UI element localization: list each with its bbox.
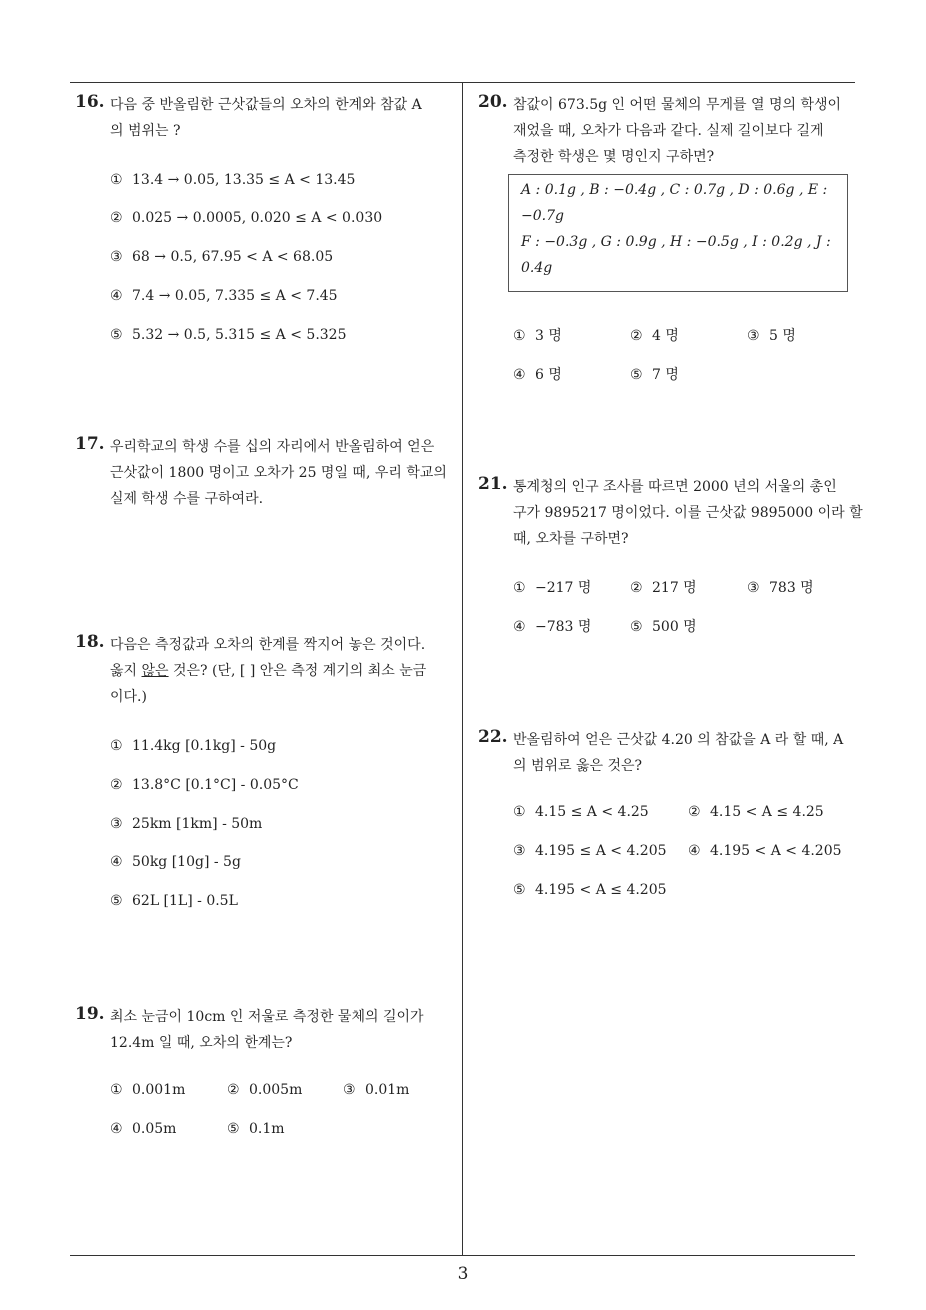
option-mark: ③	[110, 816, 123, 832]
option-mark: ①	[110, 172, 123, 188]
option-text: 13.8°C [0.1°C] - 0.05°C	[132, 777, 299, 793]
option-3[interactable]	[343, 1082, 409, 1098]
option-mark: ⑤	[110, 327, 123, 343]
question-text-line: 이다.)	[110, 689, 147, 705]
option-5[interactable]	[110, 893, 238, 909]
option-1[interactable]	[110, 738, 276, 754]
option-2[interactable]	[630, 577, 697, 597]
option-4[interactable]	[688, 843, 842, 859]
option-mark: ③	[747, 328, 760, 344]
option-1[interactable]	[513, 804, 649, 820]
option-mark: ⑤	[513, 882, 526, 898]
option-2[interactable]	[110, 777, 299, 793]
option-mark: ①	[513, 580, 526, 596]
question-text-line: 최소 눈금이 10cm 인 저울로 측정한 물체의 길이가	[110, 1009, 424, 1025]
option-mark: ②	[110, 210, 123, 226]
question-20	[478, 92, 863, 392]
option-text: 68 → 0.5, 67.95 < A < 68.05	[132, 249, 334, 265]
option-mark: ②	[110, 777, 123, 793]
option-mark: ④	[110, 854, 123, 870]
question-text-line: 실제 학생 수를 구하여라.	[110, 491, 264, 507]
question-text	[110, 92, 422, 144]
option-2[interactable]	[688, 804, 824, 820]
question-text-line: 재었을 때, 오차가 다음과 같다. 실제 길이보다 길게	[513, 123, 824, 139]
question-22	[478, 727, 863, 907]
question-19	[75, 1004, 460, 1144]
option-text: 50kg [10g] - 5g	[132, 854, 241, 870]
question-text-line: 근삿값이 1800 명이고 오차가 25 명일 때, 우리 학교의	[110, 465, 447, 481]
option-mark: ①	[513, 804, 526, 820]
option-3[interactable]	[747, 325, 796, 345]
question-17	[75, 434, 460, 514]
option-text: 6 명	[535, 367, 562, 383]
option-text: 4.195 ≤ A < 4.205	[535, 843, 667, 859]
question-text-line: 다음 중 반올림한 근삿값들의 오차의 한계와 참값 A	[110, 97, 422, 113]
option-4[interactable]	[513, 364, 562, 384]
option-text: −217 명	[535, 580, 592, 596]
option-1[interactable]	[513, 577, 591, 597]
option-5[interactable]	[227, 1121, 285, 1137]
option-mark: ④	[513, 367, 526, 383]
option-text: 0.01m	[365, 1082, 410, 1098]
box-line: 0.4g	[521, 260, 553, 276]
option-4[interactable]	[513, 616, 591, 636]
box-line: F : −0.3g , G : 0.9g , H : −0.5g , I : 0.2g , J :	[521, 234, 831, 250]
question-number: 20.	[478, 92, 508, 112]
text-fragment: 옳지	[110, 663, 142, 679]
question-text-line: 다음은 측정값과 오차의 한계를 짝지어 놓은 것이다.	[110, 637, 426, 653]
option-3[interactable]	[110, 249, 333, 265]
question-text-line: 참값이 673.5g 인 어떤 물체의 무게를 열 명의 학생이	[513, 97, 842, 113]
question-16	[75, 92, 460, 352]
option-text: 3 명	[535, 328, 562, 344]
option-mark: ③	[513, 843, 526, 859]
question-text	[110, 434, 447, 512]
box-line: −0.7g	[521, 208, 564, 224]
option-4[interactable]	[110, 1121, 176, 1137]
option-mark: ④	[513, 619, 526, 635]
column-divider	[462, 83, 463, 1255]
option-mark: ④	[688, 843, 701, 859]
option-mark: ③	[747, 580, 760, 596]
option-5[interactable]	[513, 882, 667, 898]
option-mark: ④	[110, 288, 123, 304]
question-text-line: 의 범위는 ?	[110, 123, 181, 139]
text-fragment: 것은? (단, [ ] 안은 측정 계기의 최소 눈금	[168, 663, 427, 679]
option-mark: ②	[688, 804, 701, 820]
question-text-line: 의 범위로 옳은 것은?	[513, 758, 643, 774]
option-mark: ⑤	[630, 619, 643, 635]
option-mark: ⑤	[227, 1121, 240, 1137]
question-text	[110, 632, 426, 710]
option-text: 25km [1km] - 50m	[132, 816, 263, 832]
option-1[interactable]	[110, 172, 355, 188]
option-mark: ①	[513, 328, 526, 344]
option-text: 4 명	[652, 328, 679, 344]
option-text: 4.195 < A ≤ 4.205	[535, 882, 667, 898]
option-text: 217 명	[652, 580, 697, 596]
question-text	[513, 92, 841, 170]
option-text: 500 명	[652, 619, 697, 635]
question-text-line: 12.4m 일 때, 오차의 한계는?	[110, 1035, 293, 1051]
option-text: 5 명	[769, 328, 796, 344]
option-5[interactable]	[630, 616, 697, 636]
option-text: 0.025 → 0.0005, 0.020 ≤ A < 0.030	[132, 210, 383, 226]
option-text: 783 명	[769, 580, 814, 596]
option-text: 4.195 < A < 4.205	[710, 843, 842, 859]
question-number: 21.	[478, 474, 508, 494]
question-text-line: 우리학교의 학생 수를 십의 자리에서 반올림하여 얻은	[110, 439, 435, 455]
option-3[interactable]	[513, 843, 667, 859]
option-4[interactable]	[110, 854, 241, 870]
option-text: 4.15 < A ≤ 4.25	[710, 804, 824, 820]
option-mark: ③	[110, 249, 123, 265]
option-mark: ②	[227, 1082, 240, 1098]
question-text	[513, 727, 843, 779]
question-number: 18.	[75, 632, 105, 652]
question-text-line: 측정한 학생은 몇 명인지 구하면?	[513, 149, 715, 165]
option-text: 13.4 → 0.05, 13.35 ≤ A < 13.45	[132, 172, 356, 188]
option-5[interactable]	[630, 364, 679, 384]
question-number: 16.	[75, 92, 105, 112]
option-text: −783 명	[535, 619, 592, 635]
option-text: 7.4 → 0.05, 7.335 ≤ A < 7.45	[132, 288, 338, 304]
option-2[interactable]	[110, 210, 382, 226]
option-text: 62L [1L] - 0.5L	[132, 893, 238, 909]
question-18	[75, 632, 460, 917]
option-mark: ⑤	[630, 367, 643, 383]
option-mark: ⑤	[110, 893, 123, 909]
option-text: 5.32 → 0.5, 5.315 ≤ A < 5.325	[132, 327, 347, 343]
bottom-rule	[70, 1255, 855, 1256]
question-number: 17.	[75, 434, 105, 454]
option-text: 0.001m	[132, 1082, 186, 1098]
option-mark: ①	[110, 738, 123, 754]
option-3[interactable]	[110, 816, 262, 832]
option-4[interactable]	[110, 288, 338, 304]
question-text-line: 통계청의 인구 조사를 따르면 2000 년의 서울의 총인	[513, 479, 837, 495]
question-text-line: 구가 9895217 명이었다. 이를 근삿값 9895000 이라 할	[513, 505, 863, 521]
underlined-emphasis: 않은	[141, 663, 169, 679]
option-mark: ④	[110, 1121, 123, 1137]
option-2[interactable]	[227, 1082, 302, 1098]
option-text: 0.05m	[132, 1121, 177, 1137]
option-text: 0.1m	[249, 1121, 285, 1137]
box-line: A : 0.1g , B : −0.4g , C : 0.7g , D : 0.6g , E :	[521, 182, 828, 198]
option-mark: ③	[343, 1082, 356, 1098]
option-3[interactable]	[747, 577, 814, 597]
page-number: 3	[457, 1264, 469, 1284]
question-number: 19.	[75, 1004, 105, 1024]
question-text	[110, 1004, 424, 1056]
question-number: 22.	[478, 727, 508, 747]
option-5[interactable]	[110, 327, 347, 343]
error-values-box	[508, 174, 848, 292]
option-2[interactable]	[630, 325, 679, 345]
option-text: 11.4kg [0.1kg] - 50g	[132, 738, 277, 754]
option-text: 7 명	[652, 367, 679, 383]
option-mark: ②	[630, 580, 643, 596]
question-text-line	[110, 658, 426, 684]
question-text	[513, 474, 863, 552]
option-text: 4.15 ≤ A < 4.25	[535, 804, 649, 820]
option-1[interactable]	[513, 325, 562, 345]
option-text: 0.005m	[249, 1082, 303, 1098]
option-mark: ②	[630, 328, 643, 344]
question-text-line: 때, 오차를 구하면?	[513, 531, 629, 547]
question-21	[478, 474, 863, 644]
option-1[interactable]	[110, 1082, 185, 1098]
question-text-line: 반올림하여 얻은 근삿값 4.20 의 참값을 A 라 할 때, A	[513, 732, 844, 748]
option-mark: ①	[110, 1082, 123, 1098]
